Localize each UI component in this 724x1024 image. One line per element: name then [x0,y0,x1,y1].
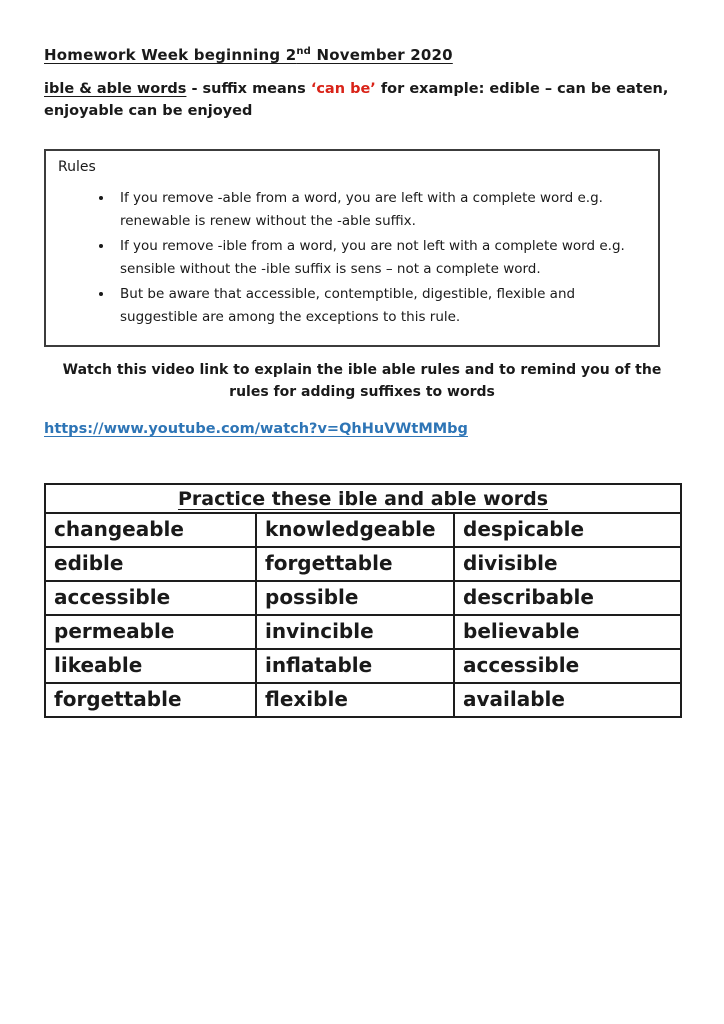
word-cell: forgettable [256,547,454,581]
video-link-row [44,418,682,437]
table-row [45,649,681,683]
table-row [45,683,681,717]
title-text: Homework Week beginning 2 [44,46,297,64]
word-cell: permeable [45,615,256,649]
rules-bullet-item [114,235,644,281]
intro-separator-text: - suffix means [186,81,311,97]
table-body [45,513,681,717]
rule-ible-text: If you remove -ible from a word, you are not left with a complete word e.g. sensible without the -ible suffix is sens – not a complete word. [120,237,625,277]
table-row [45,615,681,649]
table-row [45,513,681,547]
word-cell: forgettable [45,683,256,717]
word-cell: accessible [454,649,681,683]
intro-rest-text: for example: edible – can be eaten, enjoyable can be enjoyed [44,81,669,120]
word-cell: knowledgeable [256,513,454,547]
title-text-rest: November 2020 [311,46,453,64]
word-cell: despicable [454,513,681,547]
word-cell: likeable [45,649,256,683]
rule-able-text: If you remove -able from a word, you are left with a complete word e.g. renewable is renew without the -able suffix. [120,189,603,229]
rule-exceptions-text: But be aware that accessible, contemptible, digestible, flexible and suggestible are among the exceptions to this rule. [120,285,576,325]
rules-bullet-item [114,187,644,233]
practice-words-table [44,483,682,718]
intro-paragraph [44,78,684,123]
video-prompt-text: Watch this video link to explain the ible able rules and to remind you of the rules for adding suffixes to words [62,361,662,400]
rules-box [44,149,660,347]
word-cell: accessible [45,581,256,615]
intro-highlight-red: ‘can be’ [310,81,376,97]
table-header-row [45,484,681,513]
rules-heading: Rules [58,158,96,175]
word-cell: believable [454,615,681,649]
rules-bullet-item [114,283,644,329]
table-row [45,581,681,615]
word-cell: inflatable [256,649,454,683]
page-title [44,46,682,64]
word-cell: available [454,683,681,717]
word-cell: changeable [45,513,256,547]
word-cell: flexible [256,683,454,717]
word-cell: edible [45,547,256,581]
table-title-cell [45,484,681,513]
youtube-link[interactable]: https://www.youtube.com/watch?v=QhHuVWtMMbg [44,421,468,438]
intro-lead-underlined: ible & able words [44,81,187,97]
table-title-text: Practice these ible and able words [177,487,549,510]
word-cell: divisible [454,547,681,581]
word-cell: invincible [256,615,454,649]
word-cell: describable [454,581,681,615]
rules-bullet-list [58,187,644,329]
table-row [45,547,681,581]
word-cell: possible [256,581,454,615]
title-ordinal-superscript: nd [296,46,312,57]
